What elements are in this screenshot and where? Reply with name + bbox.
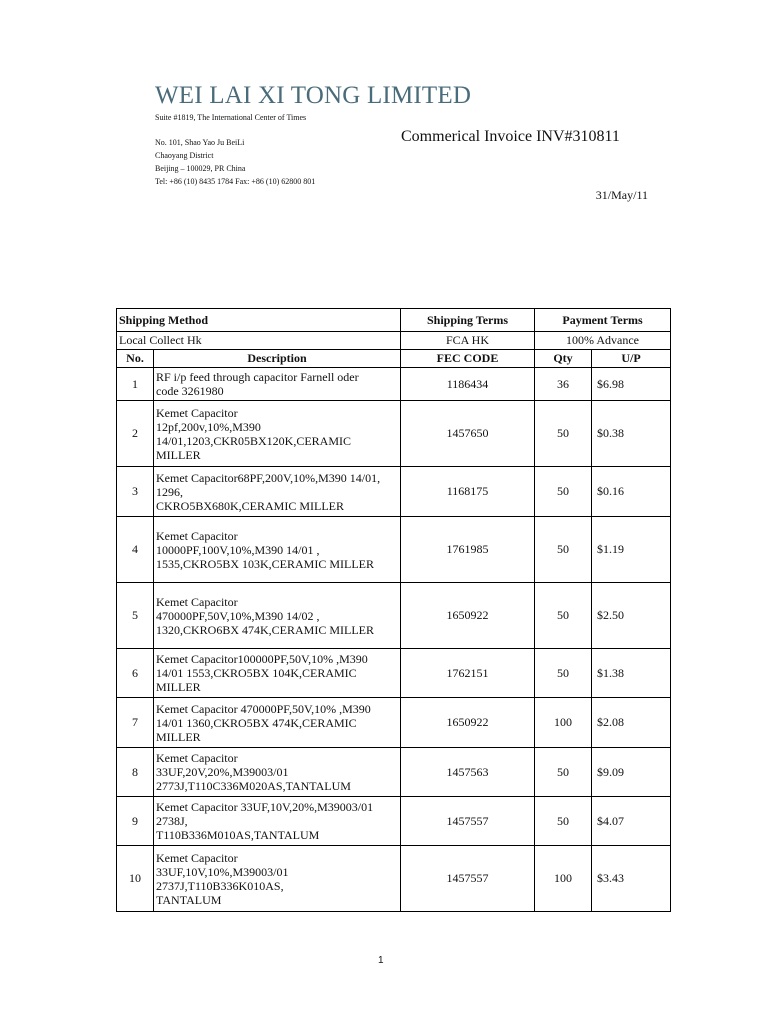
description-line: Kemet Capacitor (156, 850, 238, 865)
description-line: 1320,CKRO6BX 474K,CERAMIC MILLER (156, 622, 375, 637)
table-row (117, 467, 671, 517)
shipping-method-value: Local Collect Hk (117, 332, 401, 350)
address-line: Chaoyang District (155, 151, 214, 160)
description-line: 14/01 1360,CKRO5BX 474K,CERAMIC (156, 715, 357, 730)
table-row (117, 583, 671, 649)
description-line: 33UF,10V,10%,M39003/01 (156, 864, 289, 879)
description-line: T110B336M010AS,TANTALUM (156, 828, 320, 842)
row-unit-price: $2.08 (592, 698, 671, 748)
payment-terms-header: Payment Terms (535, 309, 671, 332)
row-qty: 50 (535, 517, 592, 583)
col-qty-header: Qty (535, 350, 592, 368)
company-name: WEI LAI XI TONG LIMITED (155, 82, 472, 109)
row-fec-code: 1762151 (401, 649, 535, 698)
row-qty: 50 (535, 583, 592, 649)
row-no: 7 (117, 698, 154, 748)
row-unit-price: $0.38 (592, 401, 671, 467)
row-qty: 50 (535, 797, 592, 846)
row-description (154, 517, 401, 583)
description-line: TANTALUM (156, 892, 222, 907)
row-fec-code: 1457563 (401, 748, 535, 797)
description-line: RF i/p feed through capacitor Farnell oder (156, 370, 359, 384)
invoice-title: Commerical Invoice INV#310811 (401, 128, 620, 145)
row-qty: 100 (535, 846, 592, 912)
address-line: Suite #1819, The International Center of Times (155, 113, 307, 122)
table-row (117, 649, 671, 698)
description-line: MILLER (156, 729, 201, 744)
description-line: Kemet Capacitor (156, 405, 238, 420)
table-row (117, 517, 671, 583)
description-line: 10000PF,100V,10%,M390 14/01 , (156, 542, 320, 557)
row-description (154, 797, 401, 846)
description-line: 2737J,T110B336K010AS, (156, 878, 284, 893)
row-no: 9 (117, 797, 154, 846)
description-line: Kemet Capacitor 33UF,10V,20%,M39003/01 (156, 800, 374, 814)
description-line: Kemet Capacitor (156, 528, 238, 543)
col-up-header: U/P (592, 350, 671, 368)
description-line: 470000PF,50V,10%,M390 14/02 , (156, 608, 320, 623)
col-no-header: No. (117, 350, 154, 368)
row-unit-price: $3.43 (592, 846, 671, 912)
row-description (154, 649, 401, 698)
row-description (154, 583, 401, 649)
col-description-header: Description (154, 350, 401, 368)
row-description (154, 368, 401, 401)
table-row (117, 698, 671, 748)
table-row (117, 748, 671, 797)
invoice-date: 31/May/11 (595, 188, 648, 202)
row-qty: 50 (535, 649, 592, 698)
row-qty: 50 (535, 401, 592, 467)
row-description (154, 467, 401, 517)
address-line: Tel: +86 (10) 8435 1784 Fax: +86 (10) 62800 801 (155, 177, 316, 186)
page-number: 1 (378, 955, 384, 966)
payment-terms-value: 100% Advance (535, 332, 671, 350)
description-line: Kemet Capacitor68PF,200V,10%,M390 14/01, (156, 470, 381, 485)
row-description (154, 748, 401, 797)
row-fec-code: 1457557 (401, 846, 535, 912)
description-line: 1535,CKRO5BX 103K,CERAMIC MILLER (156, 556, 375, 571)
description-line: MILLER (156, 447, 201, 462)
row-unit-price: $9.09 (592, 748, 671, 797)
table-row (117, 368, 671, 401)
description-line: 14/01,1203,CKR05BX120K,CERAMIC (156, 433, 352, 448)
description-line: 1296, (156, 484, 183, 499)
row-no: 1 (117, 368, 154, 401)
col-fec-code-header: FEC CODE (401, 350, 535, 368)
shipping-terms-value: FCA HK (401, 332, 535, 350)
row-description (154, 401, 401, 467)
row-no: 2 (117, 401, 154, 467)
row-no: 3 (117, 467, 154, 517)
description-line: CKRO5BX680K,CERAMIC MILLER (156, 498, 345, 513)
description-line: 2773J,T110C336M020AS,TANTALUM (156, 779, 351, 793)
description-line: MILLER (156, 680, 201, 694)
row-description (154, 846, 401, 912)
table-row (117, 401, 671, 467)
row-fec-code: 1168175 (401, 467, 535, 517)
row-fec-code: 1650922 (401, 698, 535, 748)
shipping-terms-header: Shipping Terms (401, 309, 535, 332)
row-no: 4 (117, 517, 154, 583)
row-unit-price: $1.38 (592, 649, 671, 698)
description-line: Kemet Capacitor (156, 594, 238, 609)
row-no: 8 (117, 748, 154, 797)
row-no: 6 (117, 649, 154, 698)
invoice-table (116, 308, 671, 912)
address-line: Beijing – 100029, PR China (155, 164, 246, 173)
description-line: 2738J, (156, 814, 188, 828)
table-row (117, 846, 671, 912)
description-line: code 3261980 (156, 384, 224, 398)
row-unit-price: $4.07 (592, 797, 671, 846)
shipping-method-header: Shipping Method (117, 309, 401, 332)
row-fec-code: 1457557 (401, 797, 535, 846)
row-fec-code: 1457650 (401, 401, 535, 467)
row-fec-code: 1650922 (401, 583, 535, 649)
description-line: 14/01 1553,CKRO5BX 104K,CERAMIC (156, 666, 357, 680)
row-qty: 100 (535, 698, 592, 748)
row-qty: 50 (535, 748, 592, 797)
row-unit-price: $6.98 (592, 368, 671, 401)
row-no: 10 (117, 846, 154, 912)
row-description (154, 698, 401, 748)
description-line: 12pf,200v,10%,M390 (156, 419, 261, 434)
row-unit-price: $2.50 (592, 583, 671, 649)
table-row (117, 797, 671, 846)
address-line: No. 101, Shao Yao Ju BeiLi (155, 138, 245, 147)
description-line: Kemet Capacitor (156, 751, 238, 765)
row-unit-price: $0.16 (592, 467, 671, 517)
row-qty: 50 (535, 467, 592, 517)
row-no: 5 (117, 583, 154, 649)
description-line: Kemet Capacitor100000PF,50V,10% ,M390 (156, 652, 368, 666)
row-fec-code: 1186434 (401, 368, 535, 401)
description-line: Kemet Capacitor 470000PF,50V,10% ,M390 (156, 701, 371, 716)
row-fec-code: 1761985 (401, 517, 535, 583)
description-line: 33UF,20V,20%,M39003/01 (156, 765, 289, 779)
row-unit-price: $1.19 (592, 517, 671, 583)
row-qty: 36 (535, 368, 592, 401)
